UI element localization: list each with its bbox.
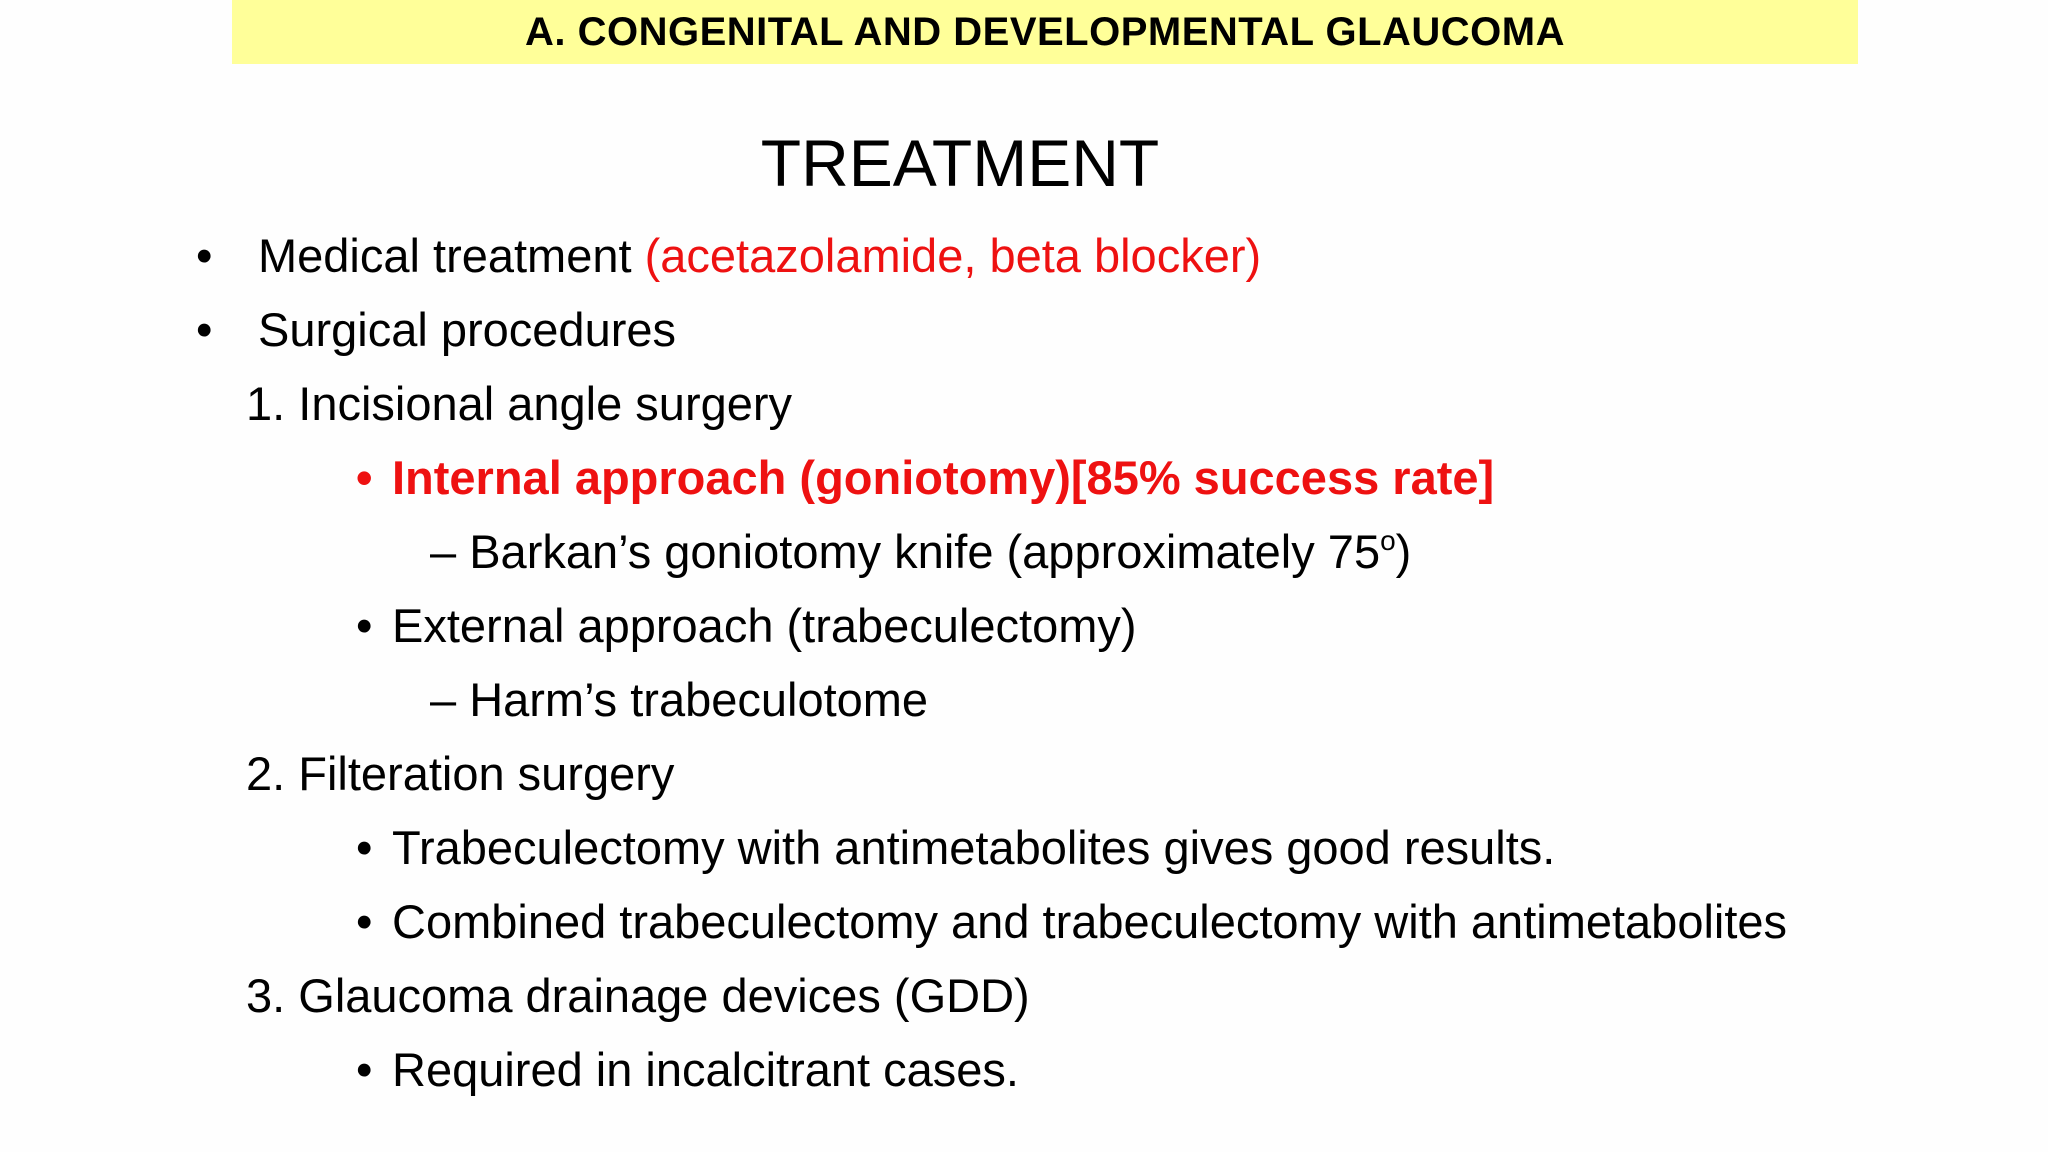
incalcitrant-label: Required in incalcitrant cases. xyxy=(392,1043,1019,1096)
slide-heading: TREATMENT xyxy=(760,126,1160,200)
bullet-icon: • xyxy=(356,599,373,652)
surgical-procedures-label: Surgical procedures xyxy=(258,303,676,356)
item-barkan-knife xyxy=(430,522,1411,582)
item-harm-trabeculotome xyxy=(430,670,928,730)
bullet-icon: • xyxy=(196,303,213,356)
harm-label: Harm’s trabeculotome xyxy=(469,673,929,726)
item-external-approach xyxy=(356,596,1137,656)
combined-label: Combined trabeculectomy and trabeculectomy with antimetabolites xyxy=(392,895,1788,948)
banner-title: A. CONGENITAL AND DEVELOPMENTAL GLAUCOMA xyxy=(525,9,1565,54)
item-incisional-angle-surgery xyxy=(246,374,792,434)
medical-treatment-label: Medical treatment xyxy=(258,229,645,282)
barkan-close: ) xyxy=(1395,525,1412,578)
item-internal-approach xyxy=(356,448,1494,508)
item-filteration-surgery xyxy=(246,744,674,804)
incisional-label: 1. Incisional angle surgery xyxy=(246,377,793,430)
medical-treatment-drugs: (acetazolamide, beta blocker) xyxy=(644,229,1262,282)
filteration-label: 2. Filteration surgery xyxy=(246,747,675,800)
dash-icon: – xyxy=(430,673,457,726)
gdd-label: 3. Glaucoma drainage devices (GDD) xyxy=(246,969,1030,1022)
bullet-icon: • xyxy=(356,895,373,948)
trab-anti-label: Trabeculectomy with antimetabolites gives good results. xyxy=(392,821,1556,874)
barkan-label: Barkan’s goniotomy knife (approximately 75 xyxy=(469,525,1381,578)
title-banner xyxy=(232,0,1858,64)
bullet-icon: • xyxy=(356,451,373,504)
bullet-icon: • xyxy=(356,1043,373,1096)
item-medical-treatment xyxy=(196,226,1261,286)
internal-approach-label: Internal approach (goniotomy)[85% success rate] xyxy=(392,451,1495,504)
item-surgical-procedures xyxy=(196,300,676,360)
bullet-icon: • xyxy=(196,229,213,282)
external-approach-label: External approach (trabeculectomy) xyxy=(392,599,1137,652)
bullet-icon: • xyxy=(356,821,373,874)
item-incalcitrant-cases xyxy=(356,1040,1019,1100)
dash-icon: – xyxy=(430,525,457,578)
item-glaucoma-drainage-devices xyxy=(246,966,1030,1026)
item-trabeculectomy-antimetabolites xyxy=(356,818,1555,878)
item-combined-trabeculectomy xyxy=(356,892,1787,952)
degree-superscript: o xyxy=(1380,525,1396,556)
